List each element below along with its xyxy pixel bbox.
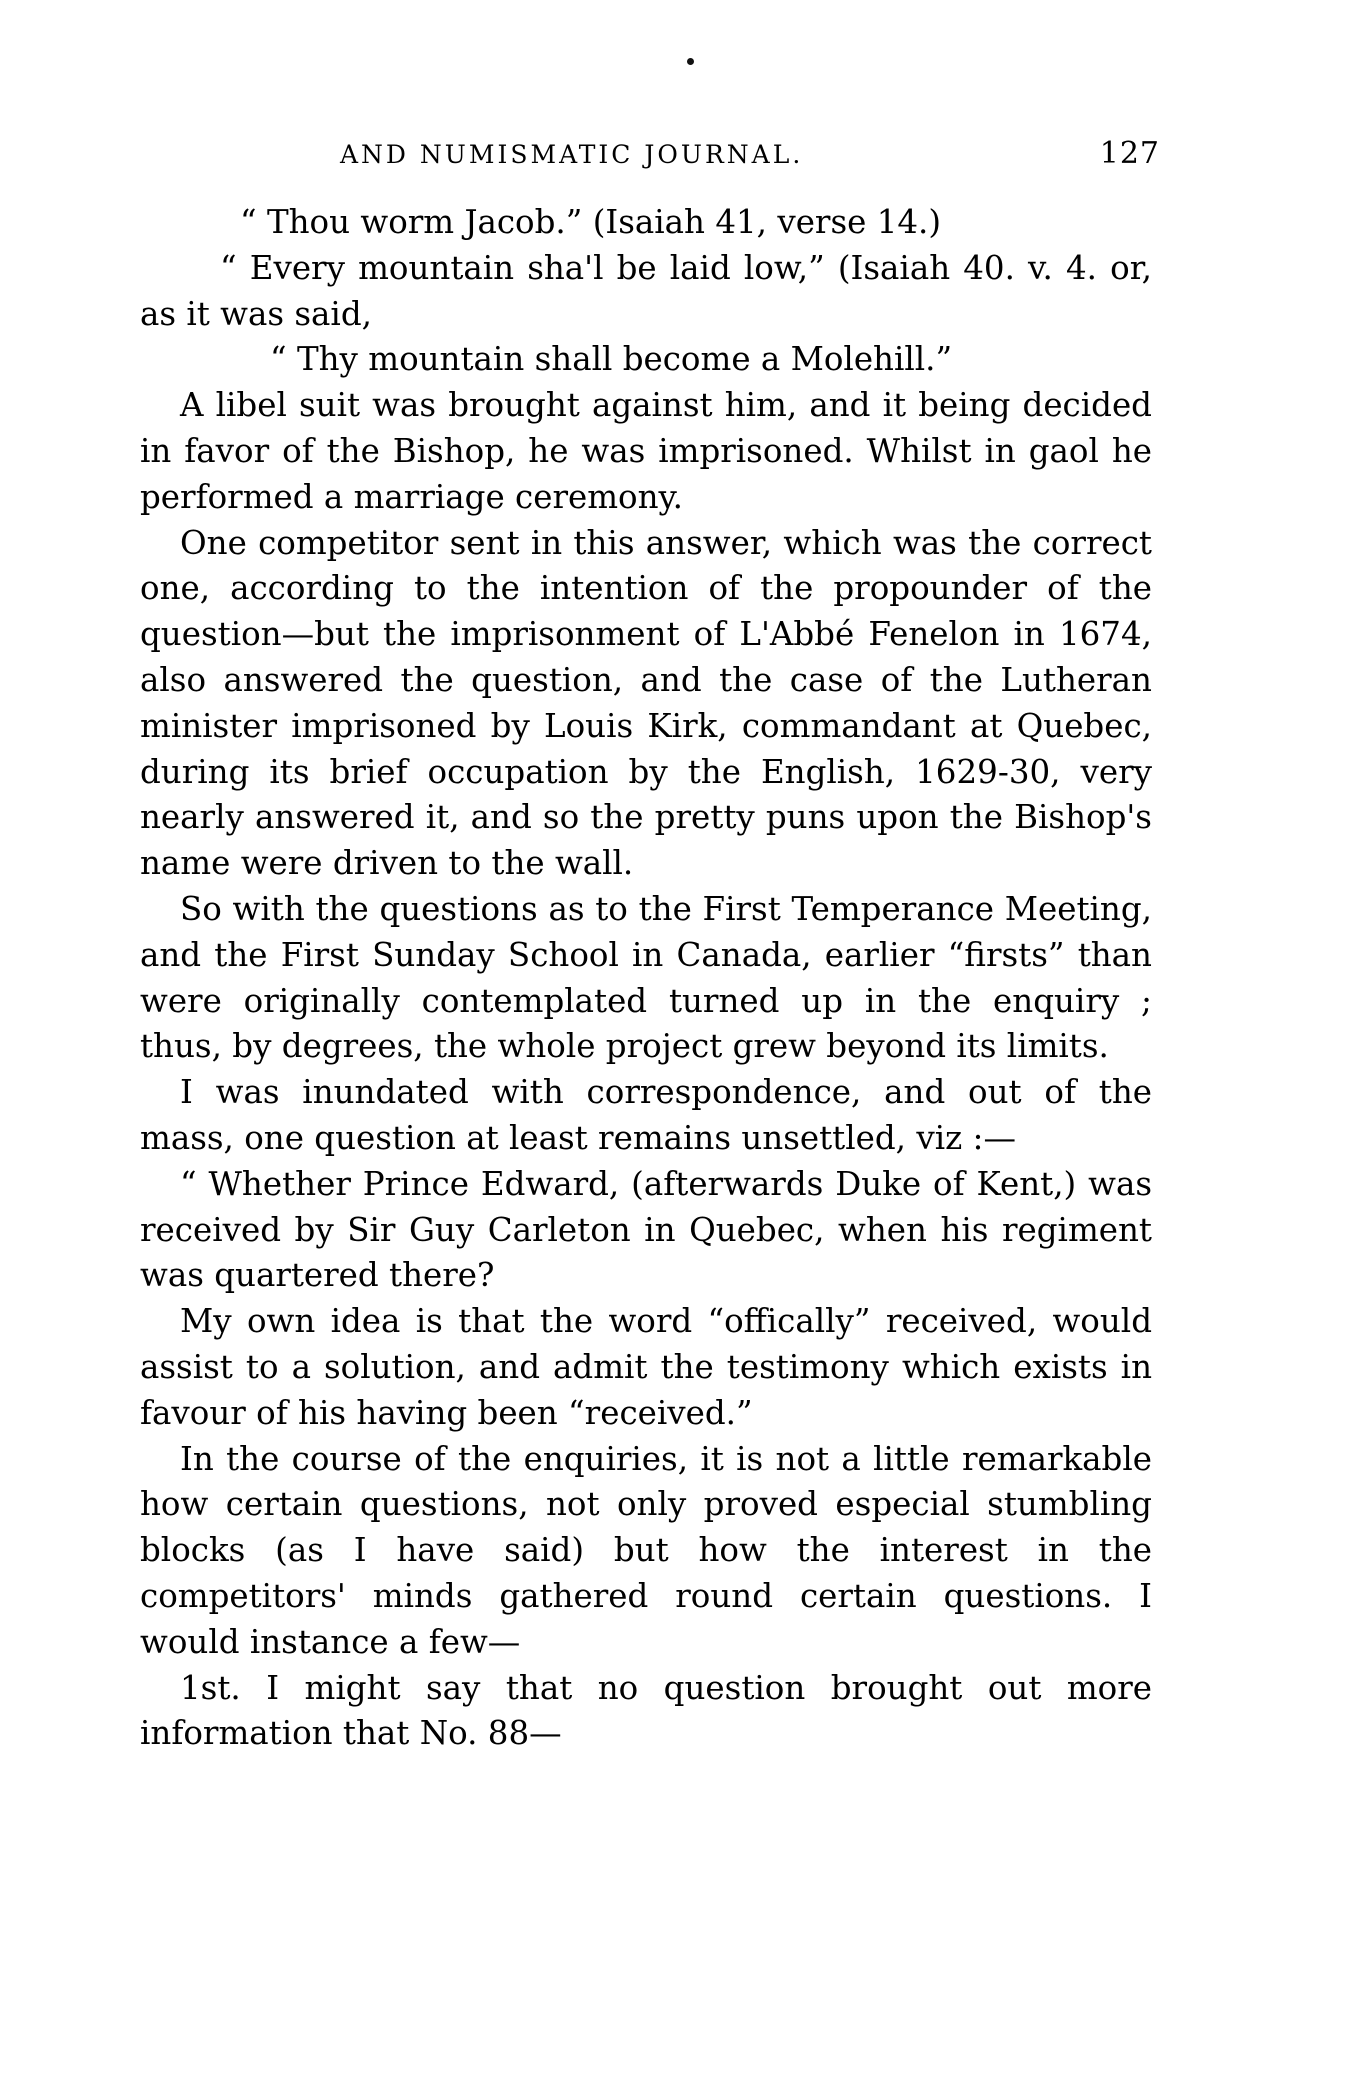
ink-speck <box>687 58 694 65</box>
running-head <box>340 136 1160 180</box>
paragraph: So with the questions as to the First Temperance Meeting, and the First Sunday School in Canada, earlier “firsts” than were originally contemplated turned up in the enquiry ; thus, by degrees, the whole project grew beyond its limits. <box>140 889 1152 1066</box>
quotation-molehill: “ Thy mountain shall become a Molehill.” <box>270 340 953 379</box>
paragraph: My own idea is that the word “offically” received, would assist to a solution, and admit the testimony which exists in favour of his having been “received.” <box>140 1302 1152 1432</box>
paragraph: In the course of the enquiries, it is not a little remarkable how certain questions, not only proved especial stumbling blocks (as I have said) but how the interest in the competitors' minds gathered round certain questions. I would instance a few— <box>140 1439 1152 1661</box>
page-number: 127 <box>1099 136 1160 171</box>
paragraph: 1st. I might say that no question brought out more information that No. 88— <box>140 1668 1152 1753</box>
running-head-title: AND NUMISMATIC JOURNAL. <box>340 140 804 169</box>
quotation-isaiah-41: “ Thou worm Jacob.” (Isaiah 41, verse 14.) <box>240 203 942 241</box>
quotation-isaiah-40: “ Every mountain sha'l be laid low,” (Isaiah 40. v. 4. or, as it was said, <box>140 248 1152 333</box>
paragraph: One competitor sent in this answer, which was the correct one, according to the intention of the propounder of the question—but the imprisonment of L'Abbé Fenelon in 1674, also answered the question, and the case of the Lutheran minister imprisoned by Louis Kirk, commandant at Quebec, during its brief occupation by the English, 1629-30, very nearly answered it, and so the pretty puns upon the Bishop's name were driven to the wall. <box>140 523 1152 883</box>
quotation-prince-edward: “ Whether Prince Edward, (afterwards Duke of Kent,) was received by Sir Guy Carleton in Quebec, when his regiment was quartered there? <box>140 1164 1152 1295</box>
paragraph: A libel suit was brought against him, and it being decided in favor of the Bishop, he was imprisoned. Whilst in gaol he performed a marriage ceremony. <box>140 386 1152 516</box>
body-text <box>140 200 1152 1757</box>
paragraph: I was inundated with correspondence, and out of the mass, one question at least remains unsettled, viz :— <box>140 1073 1152 1157</box>
